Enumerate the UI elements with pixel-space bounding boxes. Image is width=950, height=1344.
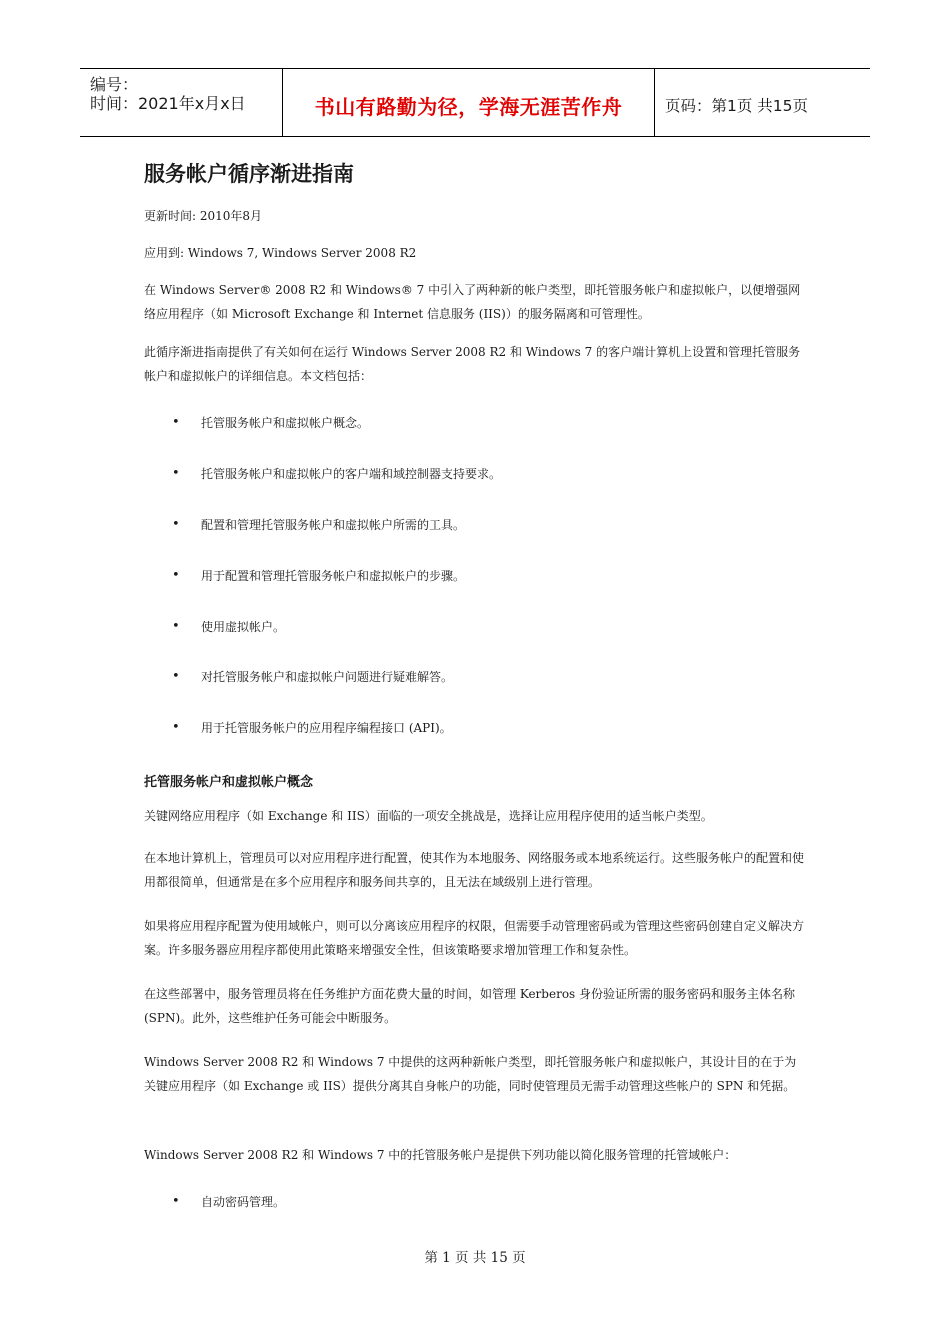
bullet-icon: •	[172, 1194, 180, 1209]
bullet-icon: •	[172, 619, 180, 634]
header-motto-cell	[283, 69, 654, 136]
header-info-cell	[80, 69, 283, 136]
document-title: 服务帐户循序渐进指南	[144, 162, 354, 186]
header-page-cell	[654, 69, 871, 136]
body-paragraph: Windows Server 2008 R2 和 Windows 7 中提供的这两种新帐户类型，即托管服务帐户和虚拟帐户，其设计目的在于为关键应用程序（如 Exchange 或 IIS）提供分离其自身帐户的功能，同时使管理员无需手动管理这些帐户的 SPN 和凭据。	[144, 1055, 797, 1093]
bullet-icon: •	[172, 517, 180, 532]
applies-to: 应用到: Windows 7, Windows Server 2008 R2	[144, 246, 417, 260]
bullet-icon: •	[172, 466, 180, 481]
document-number: 编号：	[90, 75, 139, 94]
page-header	[80, 68, 870, 137]
updated-date: 更新时间: 2010年8月	[144, 209, 263, 223]
document-date: 时间：2021年x月x日	[90, 94, 246, 113]
bullet-icon: •	[172, 568, 180, 583]
intro-paragraph-2: 此循序渐进指南提供了有关如何在运行 Windows Server 2008 R2 和 Windows 7 的客户端计算机上设置和管理托管服务帐户和虚拟帐户的详细信息。本文档包括：	[144, 345, 801, 383]
page-footer: 第 1 页 共 15 页	[424, 1250, 526, 1266]
section-heading: 托管服务帐户和虚拟帐户概念	[144, 775, 314, 790]
bullet-icon: •	[172, 720, 180, 735]
body-paragraph: Windows Server 2008 R2 和 Windows 7 中的托管服务帐户是提供下列功能以简化服务管理的托管域帐户：	[144, 1148, 737, 1162]
body-paragraph: 如果将应用程序配置为使用域帐户，则可以分离该应用程序的权限，但需要手动管理密码或为管理这些密码创建自定义解决方案。许多服务器应用程序都使用此策略来增强安全性，但该策略要求增加管理工作和复杂性。	[144, 919, 805, 957]
header-motto: 书山有路勤为径，学海无涯苦作舟	[314, 95, 623, 119]
bullet-icon: •	[172, 415, 180, 430]
body-paragraph: 在本地计算机上，管理员可以对应用程序进行配置，使其作为本地服务、网络服务或本地系统运行。这些服务帐户的配置和使用都很简单，但通常是在多个应用程序和服务间共享的，且无法在域级别上进行管理。	[144, 851, 805, 889]
body-paragraph: 在这些部署中，服务管理员将在任务维护方面花费大量的时间，如管理 Kerberos 身份验证所需的服务密码和服务主体名称 (SPN)。此外，这些维护任务可能会中断服务。	[144, 987, 799, 1025]
bullet-icon: •	[172, 669, 180, 684]
intro-paragraph-1: 在 Windows Server® 2008 R2 和 Windows® 7 中引入了两种新的帐户类型，即托管服务帐户和虚拟帐户，以便增强网络应用程序（如 Microsoft Exchange 和 Internet 信息服务 (IIS)）的服务隔离和可管理性。	[144, 283, 801, 321]
header-page-number: 页码：第1页 共15页	[665, 97, 809, 115]
body-paragraph: 关键网络应用程序（如 Exchange 和 IIS）面临的一项安全挑战是，选择让应用程序使用的适当帐户类型。	[144, 809, 713, 823]
